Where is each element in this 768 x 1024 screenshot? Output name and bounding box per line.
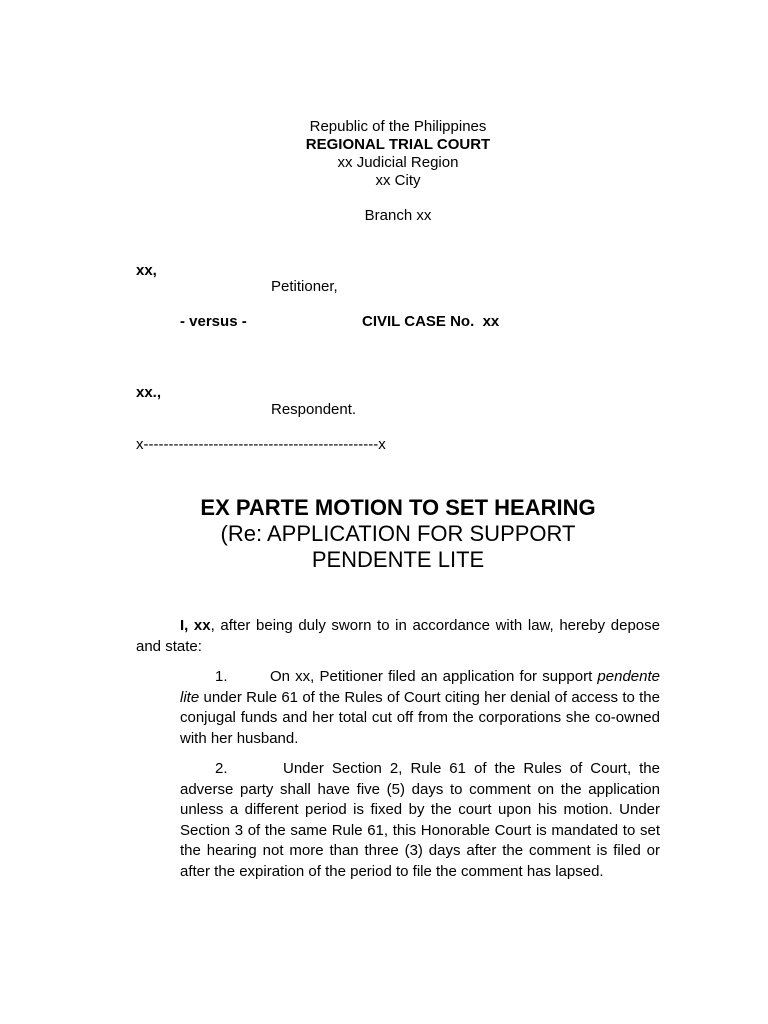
- court-name: REGIONAL TRIAL COURT: [305, 136, 491, 153]
- paragraph-1-lead: On xx, Petitioner filed an application for support: [270, 668, 598, 685]
- case-number: CIVIL CASE No. xx: [362, 313, 500, 330]
- city-line: xx City: [375, 172, 421, 189]
- petitioner-label: Petitioner,: [271, 278, 338, 295]
- intro-text: , after being duly sworn to in accordance with law, hereby depose and state:: [136, 617, 660, 655]
- paragraph-2-number: 2.: [215, 760, 228, 777]
- judicial-region: xx Judicial Region: [337, 154, 459, 171]
- versus-label: - versus -: [180, 313, 247, 330]
- motion-subtitle-line1: (Re: APPLICATION FOR SUPPORT: [220, 521, 576, 546]
- motion-subtitle-line2: PENDENTE LITE: [311, 547, 485, 572]
- motion-title: EX PARTE MOTION TO SET HEARING: [200, 495, 596, 520]
- respondent-name: xx.,: [136, 384, 162, 401]
- intro-paragraph: [136, 616, 660, 657]
- petitioner-name: xx,: [136, 262, 157, 279]
- paragraph-2-text: Under Section 2, Rule 61 of the Rules of Court, the adverse party shall have five (5) days to comment on the application unless a different period is fixed by the court upon his motion. Under Section 3 of the same Rule 61, this Honorable Court is mandated to set the hearing not more than three (3) days after the comment is filed or after the expiration of the period to file the comment has lapsed.: [180, 760, 660, 880]
- caption-divider: x-----------------------------------------------x: [136, 436, 386, 453]
- paragraph-1: [180, 667, 660, 749]
- affiant-name: I, xx: [180, 617, 211, 634]
- paragraph-1-number: 1.: [215, 668, 228, 685]
- paragraph-2: [180, 759, 660, 883]
- republic-line: Republic of the Philippines: [309, 118, 487, 135]
- branch-line: Branch xx: [364, 207, 432, 224]
- paragraph-1-rest: under Rule 61 of the Rules of Court citing her denial of access to the conjugal funds and her total cut off from the corporations she co-owned with her husband.: [180, 688, 660, 747]
- paragraph-1-italic: pendente lite: [180, 668, 660, 706]
- respondent-label: Respondent.: [271, 401, 357, 418]
